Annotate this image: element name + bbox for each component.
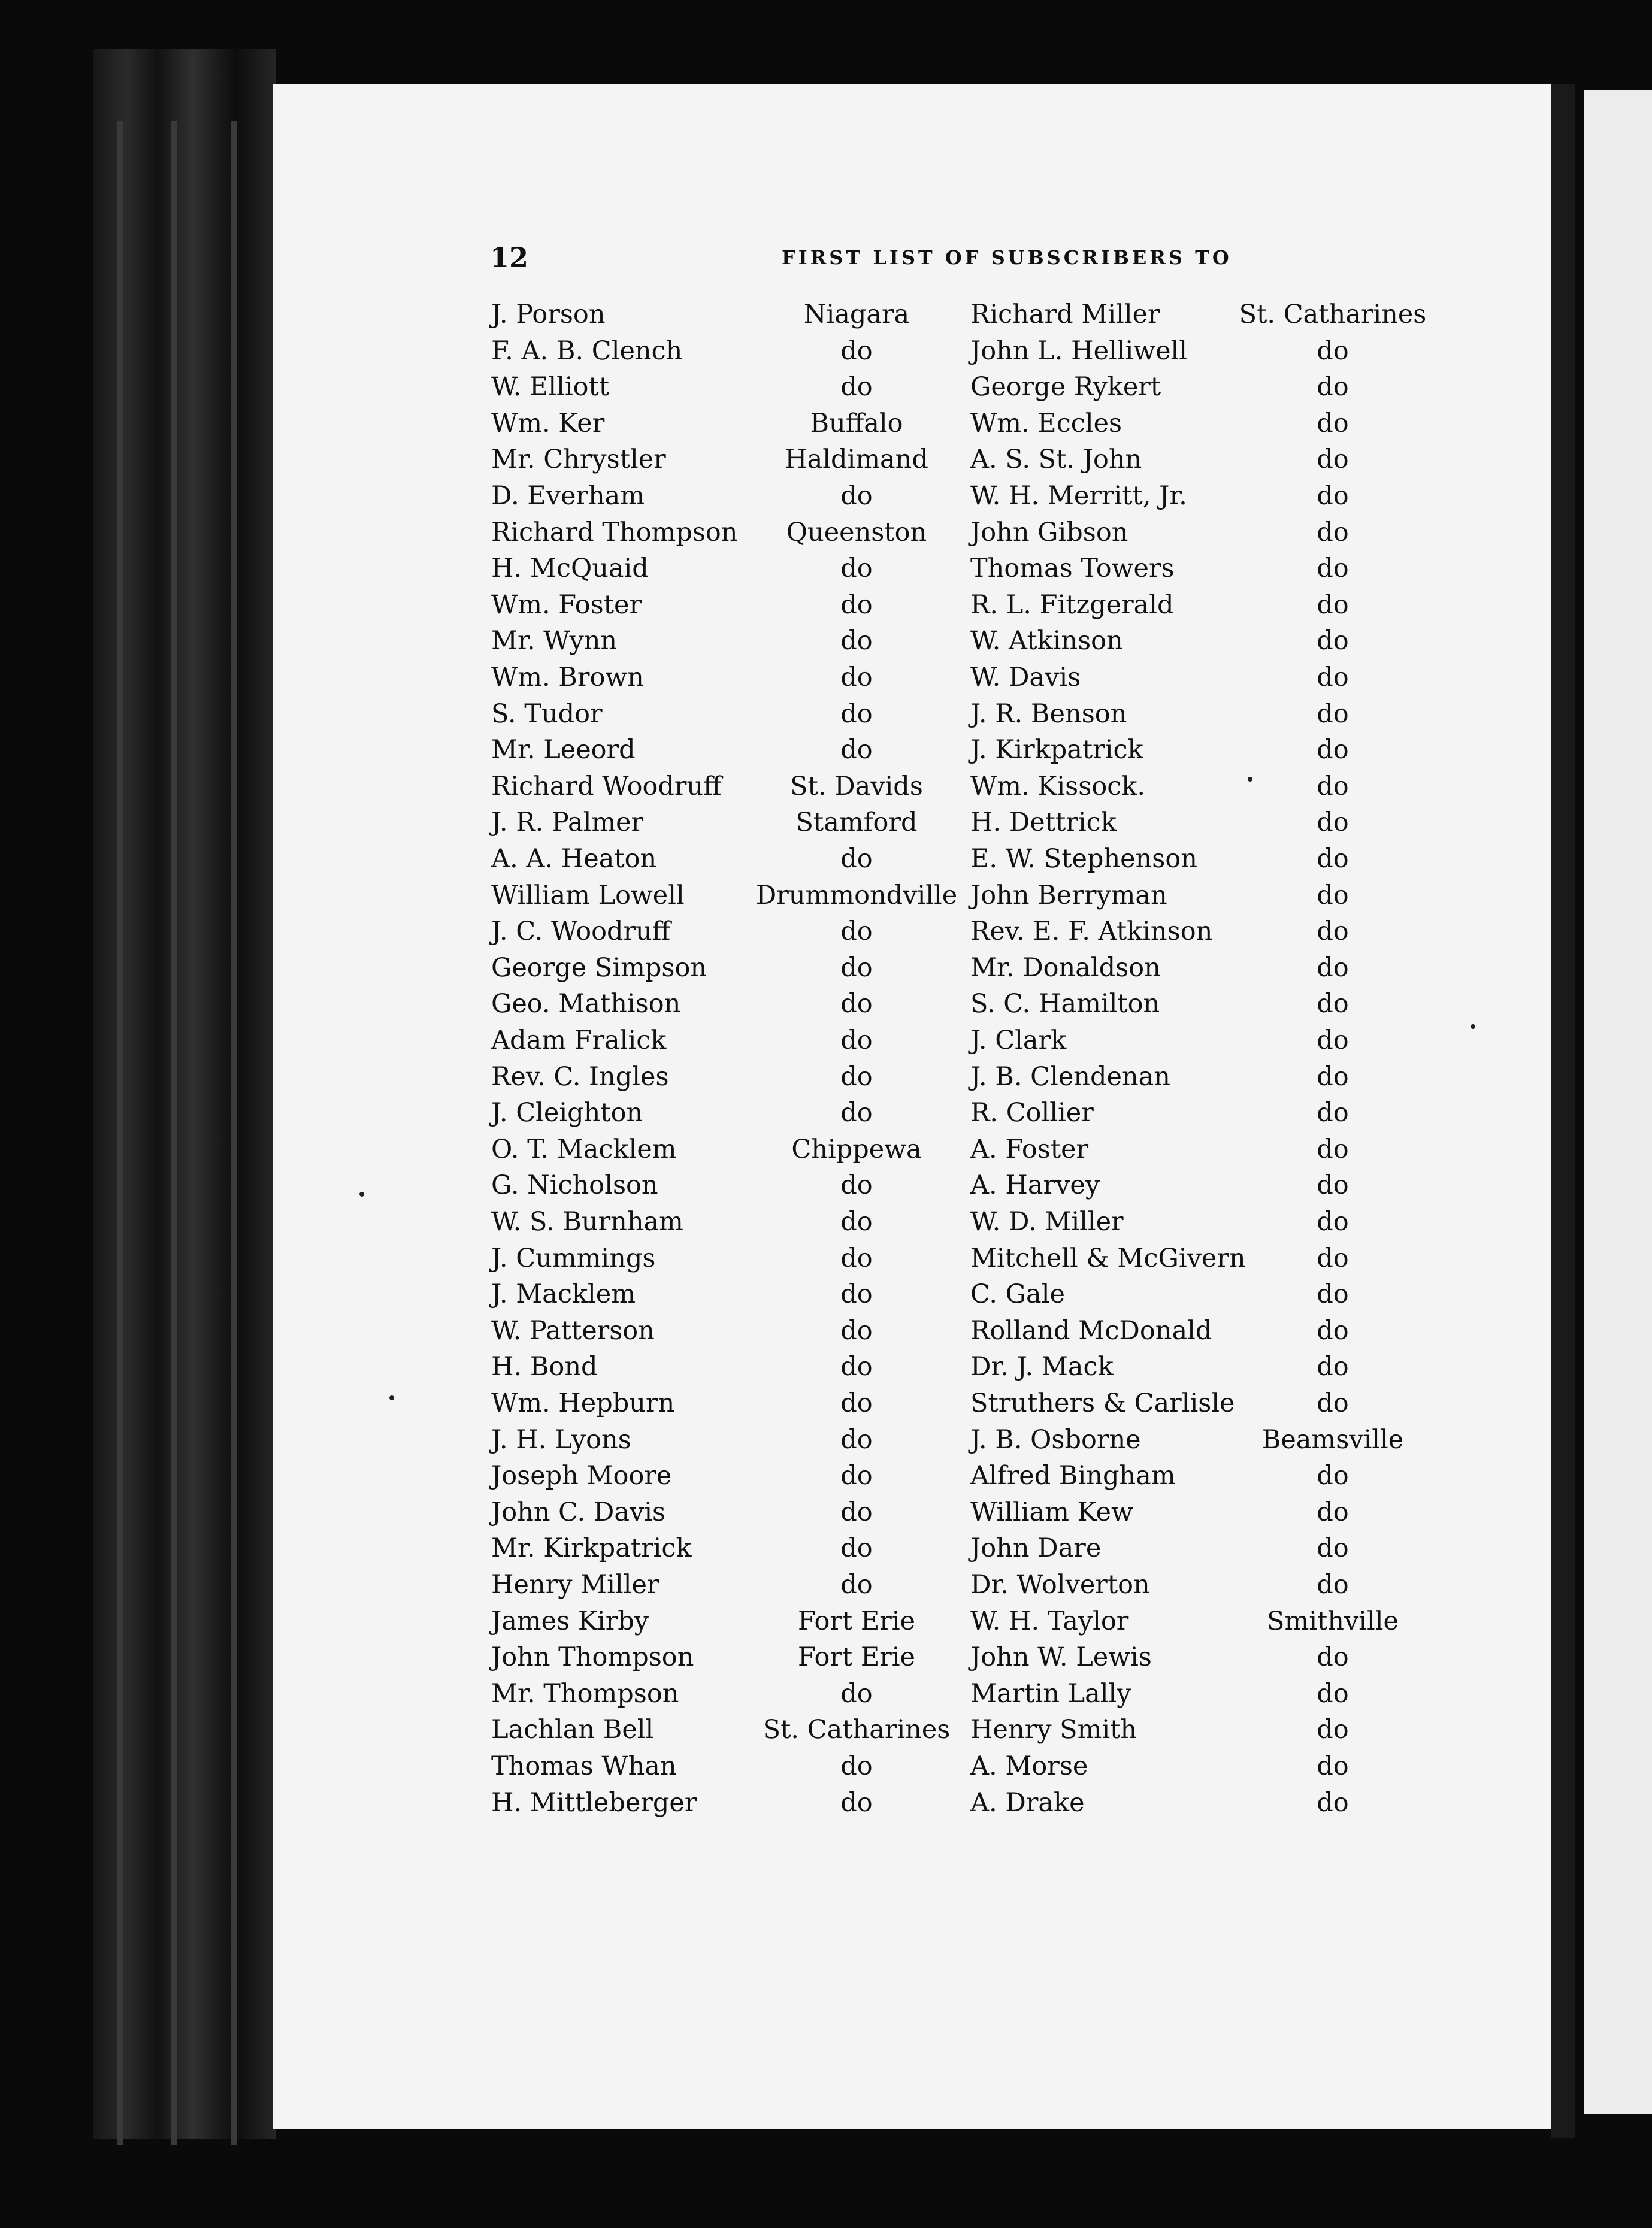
subscriber-place: do [1317,699,1349,729]
subscriber-name: A. Harvey [970,1170,1100,1200]
subscriber-place: do [840,844,873,874]
subscriber-name: H. Bond [491,1352,598,1382]
subscriber-place: do [840,662,873,692]
subscriber-place: do [1317,1316,1349,1346]
subscriber-place: do [840,916,873,946]
subscriber-place: do [840,1788,873,1818]
subscriber-name: Henry Smith [970,1715,1137,1745]
subscriber-name: James Kirby [491,1606,649,1636]
subscriber-place: do [840,1461,873,1491]
page-gutter-shadow [1551,84,1575,2138]
subscriber-name: J. R. Benson [970,699,1127,729]
subscriber-place: do [840,1679,873,1709]
subscriber-place: do [840,1062,873,1092]
subscriber-place: do [840,1570,873,1600]
subscriber-place: Niagara [803,299,910,329]
subscriber-name: W. D. Miller [970,1207,1124,1237]
subscriber-place: do [1317,1679,1349,1709]
subscriber-name: Thomas Whan [491,1751,677,1781]
subscriber-name: A. Foster [970,1134,1089,1164]
subscriber-place: do [1317,1170,1349,1200]
subscriber-name: Wm. Hepburn [491,1388,675,1418]
subscriber-name: Henry Miller [491,1570,659,1600]
subscriber-place: do [840,1279,873,1309]
subscriber-name: A. A. Heaton [491,844,657,874]
subscriber-name: J. Cummings [491,1243,656,1273]
subscriber-place: do [840,1533,873,1563]
subscriber-place: do [1317,626,1349,656]
subscriber-place: do [1317,1751,1349,1781]
subscriber-name: H. McQuaid [491,553,649,583]
subscriber-place: do [840,1388,873,1418]
subscriber-name: Wm. Eccles [970,408,1122,438]
subscriber-name: R. Collier [970,1098,1094,1128]
subscriber-name: Martin Lally [970,1679,1131,1709]
ink-speck [1248,777,1252,782]
subscriber-place: do [1317,553,1349,583]
subscriber-place: Queenston [786,517,927,547]
subscriber-place: do [1317,1715,1349,1745]
subscriber-place: do [1317,590,1349,620]
subscriber-place: do [1317,771,1349,801]
subscriber-name: J. B. Clendenan [970,1062,1170,1092]
subscriber-place: Drummondville [755,880,958,910]
subscriber-name: D. Everham [491,481,645,511]
subscriber-place: do [840,1098,873,1128]
subscriber-name: John W. Lewis [970,1642,1152,1672]
ink-speck [359,1192,364,1197]
subscriber-place: do [1317,481,1349,511]
subscriber-place: do [1317,1497,1349,1527]
subscriber-name: Wm. Brown [491,662,644,692]
subscriber-name: J. Kirkpatrick [970,735,1143,765]
subscriber-place: do [1317,1352,1349,1382]
subscriber-name: Mr. Kirkpatrick [491,1533,692,1563]
subscriber-place: Fort Erie [797,1606,916,1636]
subscriber-place: do [1317,1025,1349,1055]
subscriber-place: do [840,953,873,983]
ink-speck [1471,1024,1475,1029]
subscriber-name: Lachlan Bell [491,1715,654,1745]
ink-speck [389,1395,394,1400]
subscriber-place: Stamford [795,807,918,837]
subscriber-place: do [1317,989,1349,1019]
subscriber-name: George Rykert [970,372,1161,402]
subscriber-name: S. C. Hamilton [970,989,1160,1019]
subscriber-name: George Simpson [491,953,707,983]
subscriber-place: do [1317,336,1349,366]
subscriber-name: Mr. Thompson [491,1679,679,1709]
subscriber-name: J. H. Lyons [491,1425,631,1455]
subscriber-name: Dr. Wolverton [970,1570,1150,1600]
subscriber-name: R. L. Fitzgerald [970,590,1174,620]
spine-edge [171,121,177,2145]
subscriber-name: J. R. Palmer [491,807,644,837]
subscriber-name: W. Davis [970,662,1081,692]
subscriber-place: do [1317,1134,1349,1164]
subscriber-place: do [1317,444,1349,474]
subscriber-place: do [1317,1533,1349,1563]
subscriber-name: W. Atkinson [970,626,1123,656]
spine-edge [231,121,237,2145]
subscriber-name: Richard Woodruff [491,771,722,801]
subscriber-place: do [840,1352,873,1382]
subscriber-name: Rev. E. F. Atkinson [970,916,1213,946]
subscriber-name: John C. Davis [491,1497,666,1527]
subscriber-name: J. Cleighton [491,1098,643,1128]
subscriber-name: E. W. Stephenson [970,844,1197,874]
subscriber-name: John L. Helliwell [970,336,1188,366]
subscriber-name: Wm. Foster [491,590,642,620]
subscriber-name: John Thompson [491,1642,694,1672]
subscriber-place: do [1317,1461,1349,1491]
subscriber-place: St. Catharines [1239,299,1427,329]
subscriber-name: W. Elliott [491,372,610,402]
subscriber-name: John Dare [970,1533,1102,1563]
adjacent-page [1584,90,1652,2114]
subscriber-place: do [840,1207,873,1237]
subscriber-name: A. S. St. John [970,444,1142,474]
subscriber-name: Thomas Towers [970,553,1175,583]
subscriber-place: do [840,1243,873,1273]
subscriber-name: William Lowell [491,880,685,910]
subscriber-place: do [1317,1243,1349,1273]
subscriber-name: Dr. J. Mack [970,1352,1114,1382]
subscriber-name: Wm. Ker [491,408,605,438]
subscriber-place: do [840,590,873,620]
book-spine [93,49,276,2139]
page-number: 12 [490,241,529,274]
subscriber-place: do [1317,844,1349,874]
subscriber-name: John Berryman [970,880,1167,910]
subscriber-name: G. Nicholson [491,1170,658,1200]
subscriber-place: do [1317,953,1349,983]
subscriber-name: A. Morse [970,1751,1088,1781]
subscriber-name: J. Macklem [491,1279,636,1309]
subscriber-name: F. A. B. Clench [491,336,683,366]
subscriber-place: St. Catharines [763,1715,951,1745]
subscriber-name: C. Gale [970,1279,1065,1309]
subscriber-name: O. T. Macklem [491,1134,677,1164]
subscriber-name: H. Dettrick [970,807,1117,837]
subscriber-place: do [1317,1062,1349,1092]
subscriber-name: Adam Fralick [491,1025,667,1055]
subscriber-place: do [1317,1788,1349,1818]
subscriber-place: do [840,1025,873,1055]
subscriber-name: John Gibson [970,517,1128,547]
subscriber-place: do [1317,1279,1349,1309]
subscriber-name: Mitchell & McGivern [970,1243,1246,1273]
subscriber-place: do [840,1425,873,1455]
subscriber-place: do [840,989,873,1019]
subscriber-place: Smithville [1267,1606,1399,1636]
subscriber-name: J. C. Woodruff [491,916,671,946]
subscriber-name: Rolland McDonald [970,1316,1212,1346]
subscriber-name: Wm. Kissock. [970,771,1146,801]
subscriber-name: W. H. Merritt, Jr. [970,481,1187,511]
subscriber-name: Joseph Moore [491,1461,672,1491]
subscriber-place: do [1317,1570,1349,1600]
subscriber-name: W. H. Taylor [970,1606,1129,1636]
subscriber-place: do [840,553,873,583]
subscriber-place: do [1317,1098,1349,1128]
subscriber-place: do [1317,517,1349,547]
subscriber-name: Mr. Donaldson [970,953,1161,983]
subscriber-place: do [1317,408,1349,438]
subscriber-place: Fort Erie [797,1642,916,1672]
subscriber-place: do [1317,735,1349,765]
subscriber-name: William Kew [970,1497,1133,1527]
subscriber-place: do [840,626,873,656]
subscriber-place: do [840,481,873,511]
subscriber-name: Struthers & Carlisle [970,1388,1235,1418]
subscriber-place: do [840,372,873,402]
subscriber-place: do [840,735,873,765]
subscriber-place: do [1317,1642,1349,1672]
subscriber-name: Richard Thompson [491,517,738,547]
subscriber-place: Haldimand [785,444,928,474]
subscriber-place: do [1317,807,1349,837]
subscriber-name: Mr. Wynn [491,626,618,656]
subscriber-name: Rev. C. Ingles [491,1062,669,1092]
subscriber-name: W. Patterson [491,1316,655,1346]
subscriber-place: St. Davids [790,771,923,801]
subscriber-name: H. Mittleberger [491,1788,697,1818]
subscriber-place: do [1317,916,1349,946]
subscriber-name: Geo. Mathison [491,989,681,1019]
subscriber-name: W. S. Burnham [491,1207,683,1237]
subscriber-name: S. Tudor [491,699,603,729]
subscriber-place: do [840,1497,873,1527]
subscriber-place: Beamsville [1261,1425,1404,1455]
subscriber-place: do [840,699,873,729]
subscriber-name: Alfred Bingham [970,1461,1176,1491]
subscriber-place: do [840,1316,873,1346]
subscriber-name: J. Porson [491,299,606,329]
subscriber-name: Mr. Chrystler [491,444,666,474]
subscriber-place: do [1317,1207,1349,1237]
subscriber-place: do [840,336,873,366]
subscriber-place: do [1317,662,1349,692]
subscriber-place: do [1317,880,1349,910]
subscriber-place: do [840,1751,873,1781]
subscriber-place: do [1317,1388,1349,1418]
running-header: FIRST LIST OF SUBSCRIBERS TO [782,246,1232,269]
subscriber-name: J. B. Osborne [970,1425,1141,1455]
subscriber-place: do [1317,372,1349,402]
spine-edge [117,121,123,2145]
subscriber-place: Chippewa [791,1134,922,1164]
subscriber-place: do [840,1170,873,1200]
subscriber-name: A. Drake [970,1788,1085,1818]
subscriber-name: Mr. Leeord [491,735,636,765]
subscriber-name: J. Clark [970,1025,1067,1055]
subscriber-place: Buffalo [810,408,903,438]
subscriber-name: Richard Miller [970,299,1160,329]
